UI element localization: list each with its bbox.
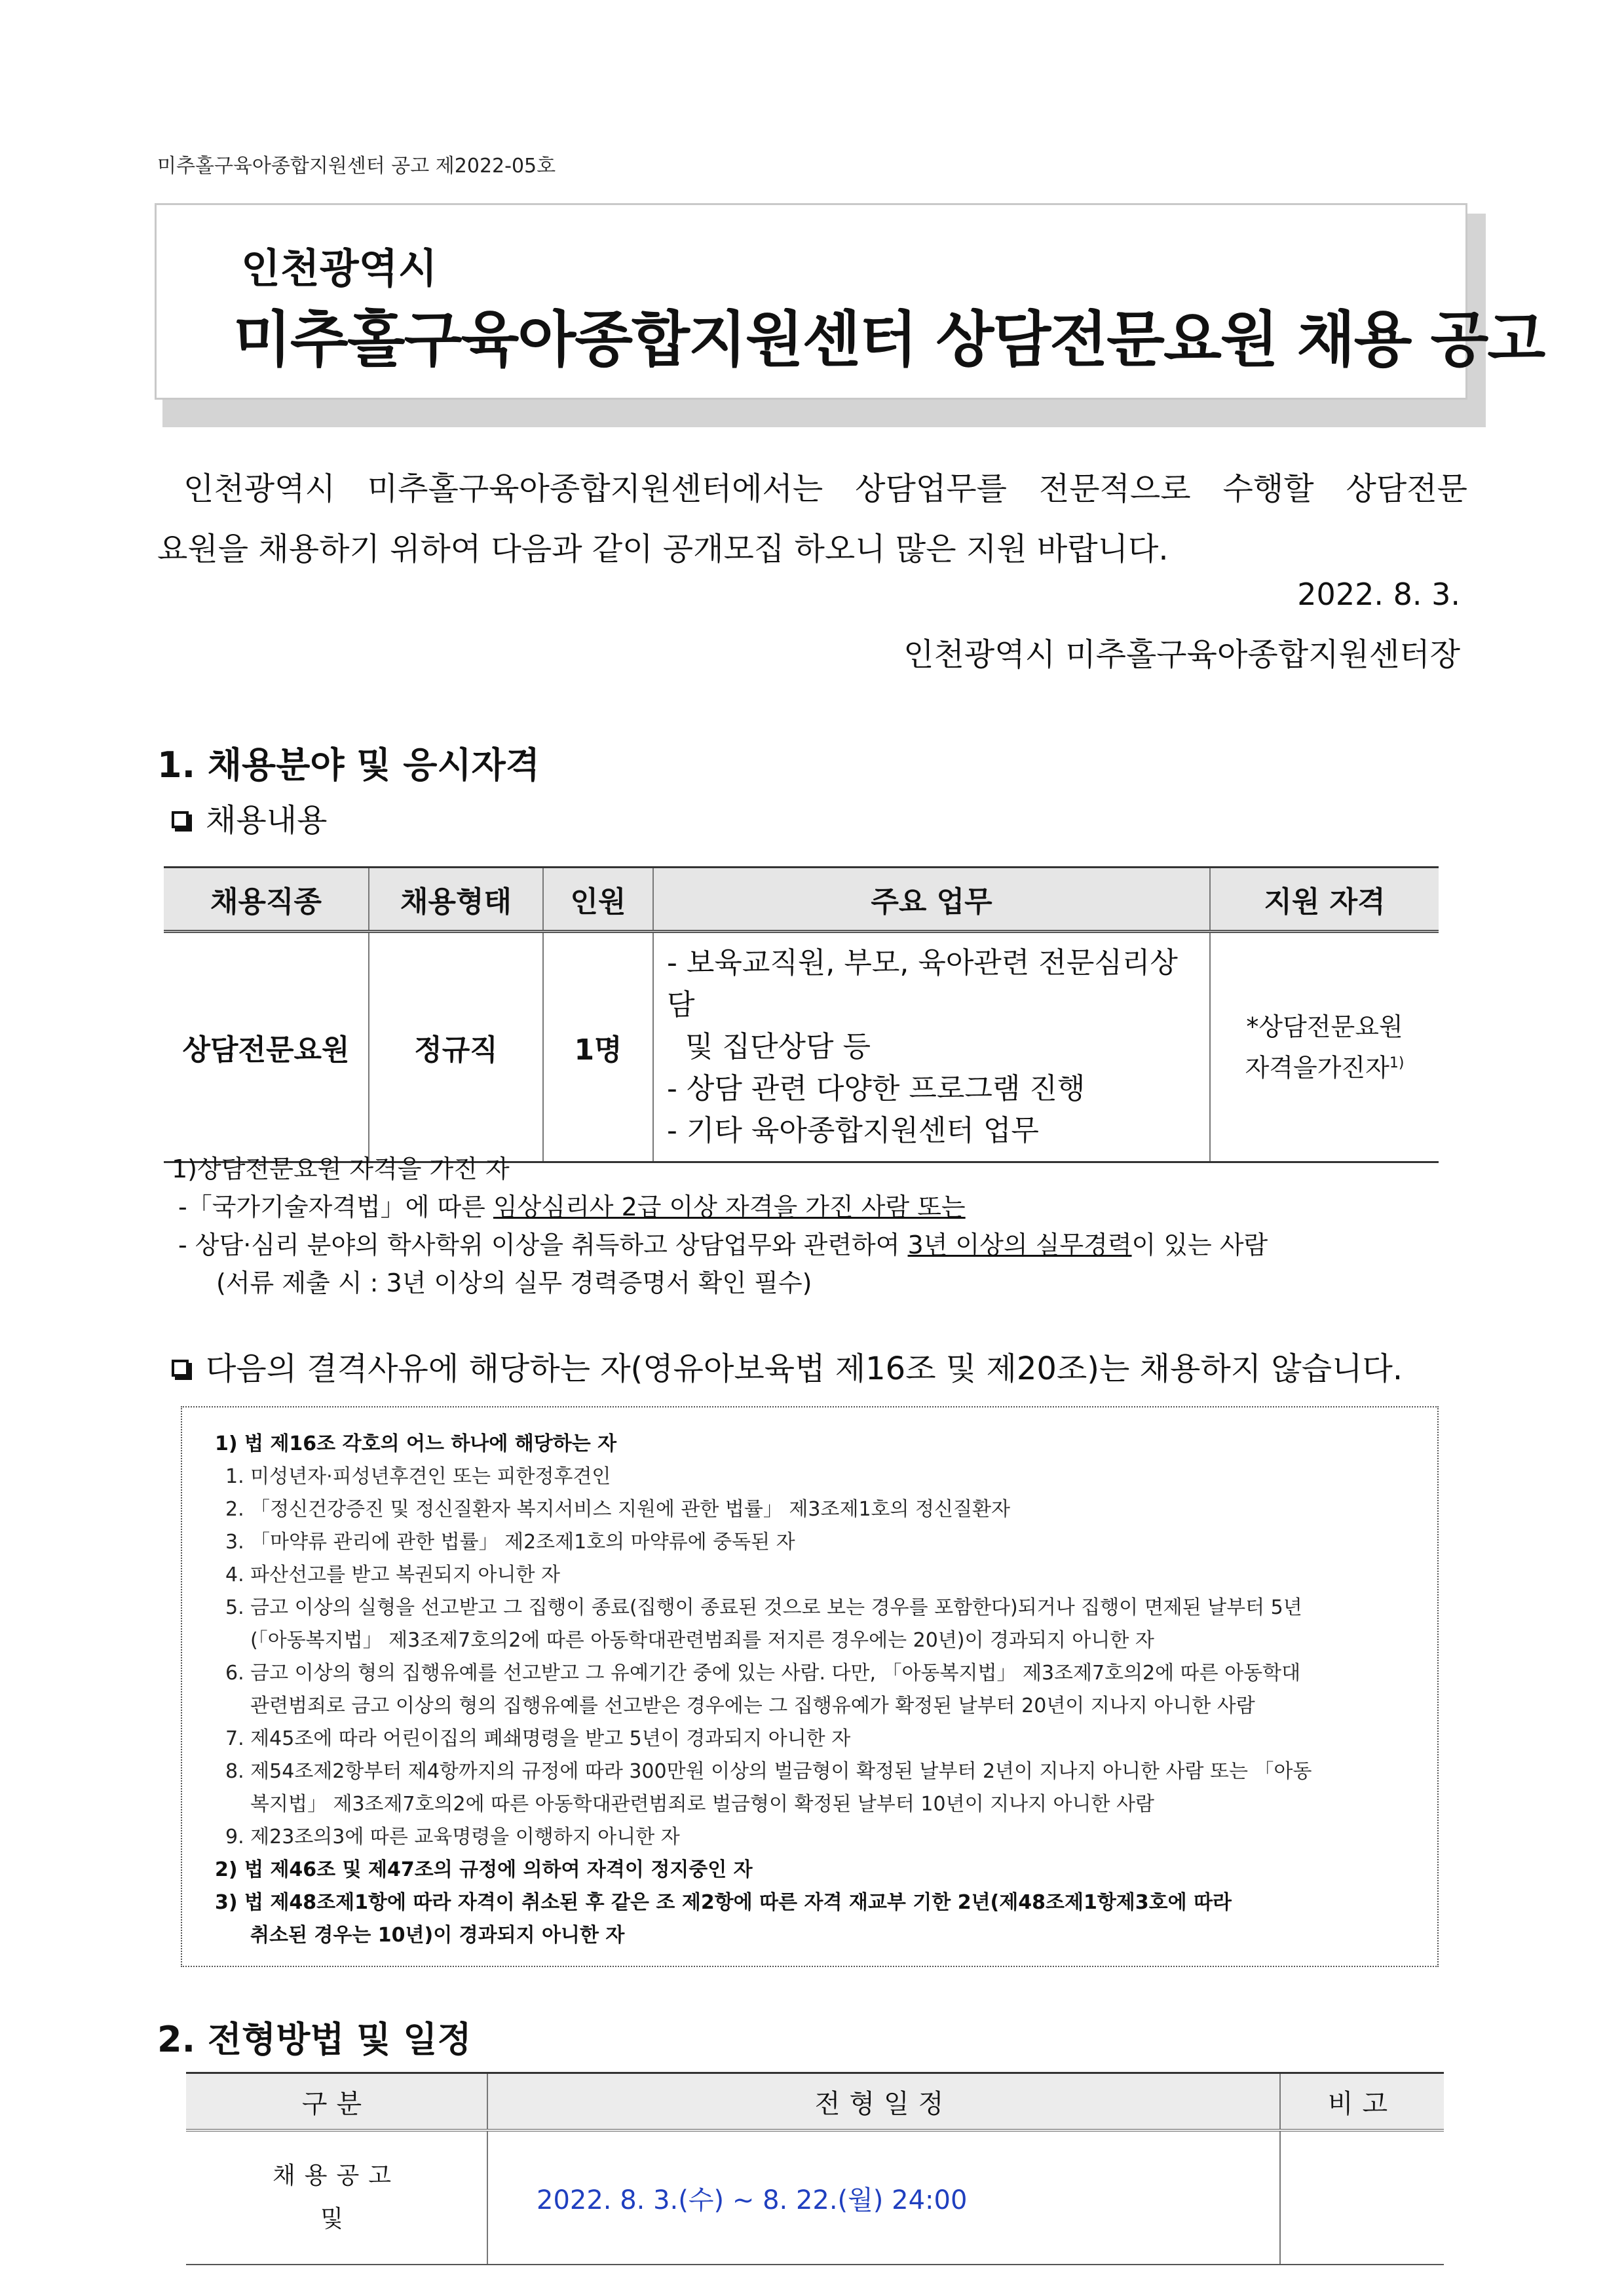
- disqual-line: 1. 미성년자·피성년후견인 또는 피한정후견인: [225, 1465, 611, 1488]
- table-header-row: [164, 868, 1439, 932]
- duty-line: - 기타 육아종합지원센터 업무: [667, 1114, 1039, 1147]
- qual-line1: *상담전문요원: [1246, 1012, 1403, 1041]
- page-title: 미추홀구육아종합지원센터 상담전문요원 채용 공고: [233, 305, 1545, 375]
- disqual-line: 관련범죄로 금고 이상의 형의 집행유예를 선고받은 경우에는 그 집행유예가 확정된 날부터 20년이 지나지 아니한 사람: [250, 1694, 1255, 1717]
- disqual-line: 2) 법 제46조 및 제47조의 규정에 의하여 자격이 정지중인 자: [215, 1858, 753, 1881]
- announcement-date: 2022. 8. 3.: [1297, 577, 1460, 612]
- col-header-duties: 주요 업무: [653, 868, 1210, 932]
- col-header-category: 구분: [186, 2073, 487, 2131]
- footnote-item2: - 상담·심리 분야의 학사학위 이상을 취득하고 상담업무와 관련하여 3년 이상의 실무경력이 있는 사람: [178, 1231, 1268, 1259]
- cell-qualification: [1210, 932, 1439, 1162]
- footnote-ref: 1): [1389, 1054, 1405, 1071]
- notice-number: 미추홀구육아종합지원센터 공고 제2022-05호: [157, 155, 556, 178]
- disqual-line: 9. 제23조의3에 따른 교육명령을 이행하지 아니한 자: [225, 1826, 680, 1848]
- footnote-item3: (서류 제출 시 : 3년 이상의 실무 경력증명서 확인 필수): [216, 1269, 812, 1297]
- qual-line2: 자격을가진자$^{1)}$: [1245, 1053, 1405, 1082]
- cell-count: 1명: [543, 932, 653, 1162]
- disqualification-heading: 다음의 결격사유에 해당하는 자(영유아보육법 제16조 및 제20조)는 채용하지 않습니다.: [172, 1343, 1403, 1388]
- col-header-count: 인원: [543, 868, 653, 932]
- intro-paragraph-line1: 인천광역시 미추홀구육아종합지원센터에서는 상담업무를 전문적으로 수행할 상담전문: [183, 470, 1467, 507]
- disqual-line: 5. 금고 이상의 실형을 선고받고 그 집행이 종료(집행이 종료된 것으로 보는 경우를 포함한다)되거나 집행이 면제된 날부터 5년: [225, 1596, 1302, 1619]
- col-header-qualification: 지원 자격: [1210, 868, 1439, 932]
- disqual-line: (「아동복지법」 제3조제7호의2에 따른 아동학대관련범죄를 저지른 경우에는 20년)이 경과되지 아니한 자: [250, 1629, 1154, 1652]
- cell-job: 상담전문요원: [164, 932, 369, 1162]
- duty-line: - 보육교직원, 부모, 육아관련 전문심리상담: [667, 946, 1178, 1022]
- duty-line: 및 집단상담 등: [667, 1030, 871, 1063]
- col-header-schedule: 전형일정: [487, 2073, 1280, 2131]
- title-subtitle: 인천광역시: [241, 244, 438, 292]
- col-header-note: 비고: [1280, 2073, 1444, 2131]
- footnote-item1: -「국가기술자격법」에 따른 임상심리사 2급 이상 자격을 가진 사람 또는: [178, 1193, 966, 1221]
- disqual-line: 복지법」 제3조제7호의2에 따른 아동학대관련범죄로 벌금형이 확정된 날부터 10년이 지나지 아니한 사람: [250, 1793, 1154, 1816]
- disqual-line: 3. 「마약류 관리에 관한 법률」 제2조제1호의 마약류에 중독된 자: [225, 1531, 795, 1554]
- square-bullet-icon: [172, 1360, 189, 1377]
- cell-duties: [653, 932, 1210, 1162]
- col-header-job: 채용직종: [164, 868, 369, 932]
- disqual-line: 4. 파산선고를 받고 복권되지 아니한 자: [225, 1563, 561, 1586]
- category-line1: 채용공고: [272, 2162, 401, 2189]
- section1-subheading: 채용내용: [172, 795, 327, 840]
- disqual-line: 8. 제54조제2항부터 제4항까지의 규정에 따라 300만원 이상의 벌금형이 확정된 날부터 2년이 지나지 아니한 사람 또는 「아동: [225, 1760, 1312, 1783]
- schedule-table: [186, 2072, 1444, 2265]
- intro-paragraph-line2: 요원을 채용하기 위하여 다음과 같이 공개모집 하오니 많은 지원 바랍니다.: [157, 531, 1169, 567]
- disqual-line: 3) 법 제48조제1항에 따라 자격이 취소된 후 같은 조 제2항에 따른 자격 재교부 기한 2년(제48조제1항제3호에 따라: [215, 1891, 1232, 1914]
- section1-heading: 1. 채용분야 및 응시자격: [157, 744, 540, 786]
- table-row: [186, 2130, 1444, 2265]
- disqual-line: 7. 제45조에 따라 어린이집의 폐쇄명령을 받고 5년이 경과되지 아니한 자: [225, 1727, 851, 1750]
- signer: 인천광역시 미추홀구육아종합지원센터장: [903, 636, 1460, 673]
- cell-schedule: 2022. 8. 3.(수) ~ 8. 22.(월) 24:00: [487, 2130, 1280, 2265]
- disqual-line: 1) 법 제16조 각호의 어느 하나에 해당하는 자: [215, 1432, 617, 1455]
- cell-note: [1280, 2130, 1444, 2265]
- col-header-type: 채용형태: [369, 868, 543, 932]
- disqual-line: 6. 금고 이상의 형의 집행유예를 선고받고 그 유예기간 중에 있는 사람. 다만, 「아동복지법」 제3조제7호의2에 따른 아동학대: [225, 1662, 1301, 1685]
- table-header-row: [186, 2073, 1444, 2131]
- cell-category: [186, 2130, 487, 2265]
- square-bullet-icon: [172, 811, 189, 828]
- recruitment-table: [164, 866, 1439, 1163]
- disqualification-box: [181, 1406, 1439, 1967]
- table-row: [164, 932, 1439, 1162]
- footnote-title: 1)상담전문요원 자격을 가진 자: [172, 1155, 510, 1183]
- disqual-line: 취소된 경우는 10년)이 경과되지 아니한 자: [250, 1924, 625, 1947]
- disqual-line: 2. 「정신건강증진 및 정신질환자 복지서비스 지원에 관한 법률」 제3조제1호의 정신질환자: [225, 1498, 1010, 1521]
- category-line2: 및: [320, 2206, 352, 2232]
- section2-heading: 2. 전형방법 및 일정: [157, 2019, 472, 2060]
- duty-line: - 상담 관련 다양한 프로그램 진행: [667, 1072, 1086, 1105]
- cell-type: 정규직: [369, 932, 543, 1162]
